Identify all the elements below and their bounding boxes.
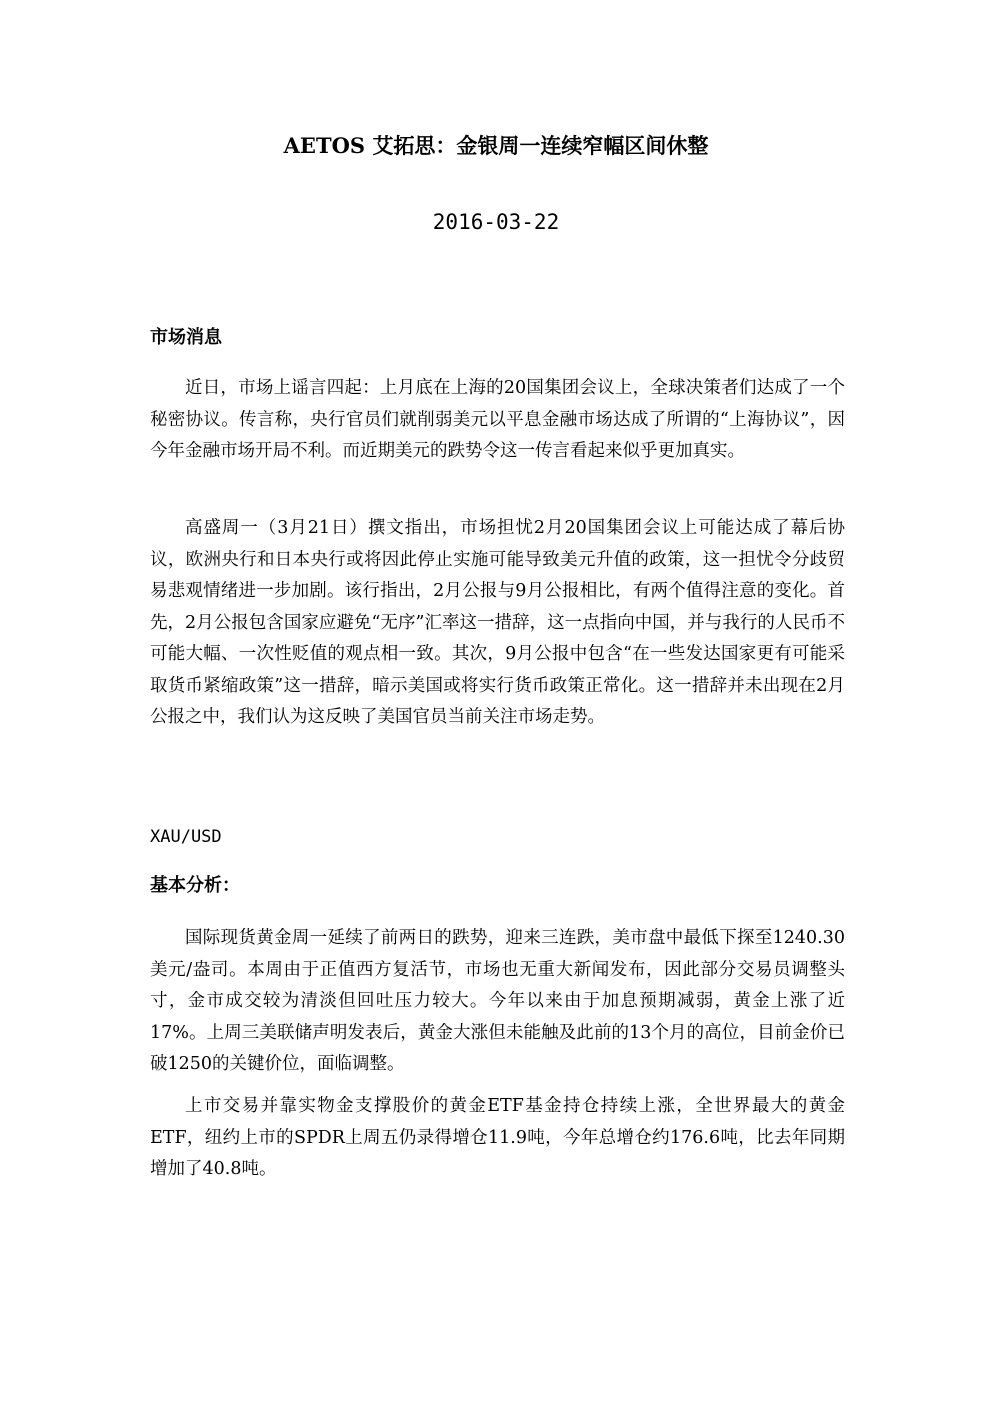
section-symbol-xauusd: XAU/USD [150, 827, 222, 847]
document-date: 2016-03-22 [432, 210, 560, 234]
paragraph: 上市交易并靠实物金支撑股价的黄金ETF基金持仓持续上涨，全世界最大的黄金ETF，纽约上市的SPDR上周五仍录得增仓11.9吨，今年总增仓约176.6吨，比去年同期增加了40.8吨。 [150, 1096, 845, 1179]
section-heading-fundamental-analysis: 基本分析： [150, 875, 240, 896]
paragraph: 国际现货黄金周一延续了前两日的跌势，迎来三连跌，美市盘中最低下探至1240.30美元/盎司。本周由于正值西方复活节，市场也无重大新闻发布，因此部分交易员调整头寸，金市成交较为清淡但回吐压力较大。今年以来由于加息预期减弱，黄金上涨了近17%。上周三美联储声明发表后，黄金大涨但未能触及此前的13个月的高位，目前金价已破1250的关键价位，面临调整。 [150, 928, 845, 1074]
paragraph: 近日，市场上谣言四起：上月底在上海的20国集团会议上，全球决策者们达成了一个秘密协议。传言称，央行官员们就削弱美元以平息金融市场达成了所谓的“上海协议”，因今年金融市场开局不利。而近期美元的跌势令这一传言看起来似乎更加真实。 [150, 378, 845, 461]
paragraph: 高盛周一（3月21日）撰文指出，市场担忧2月20国集团会议上可能达成了幕后协议，欧洲央行和日本央行或将因此停止实施可能导致美元升值的政策，这一担忧令分歧贸易悲观情绪进一步加剧。该行指出，2月公报与9月公报相比，有两个值得注意的变化。首先，2月公报包含国家应避免“无序”汇率这一措辞，这一点指向中国，并与我行的人民币不可能大幅、一次性贬值的观点相一致。其次，9月公报中包含“在一些发达国家更有可能采取货币紧缩政策”这一措辞，暗示美国或将实行货币政策正常化。这一措辞并未出现在2月公报之中，我们认为这反映了美国官员当前关注市场走势。 [150, 518, 845, 727]
document-title: AETOS 艾拓思：金银周一连续窄幅区间休整 [283, 133, 709, 158]
section-heading-market-news: 市场消息 [150, 327, 222, 348]
